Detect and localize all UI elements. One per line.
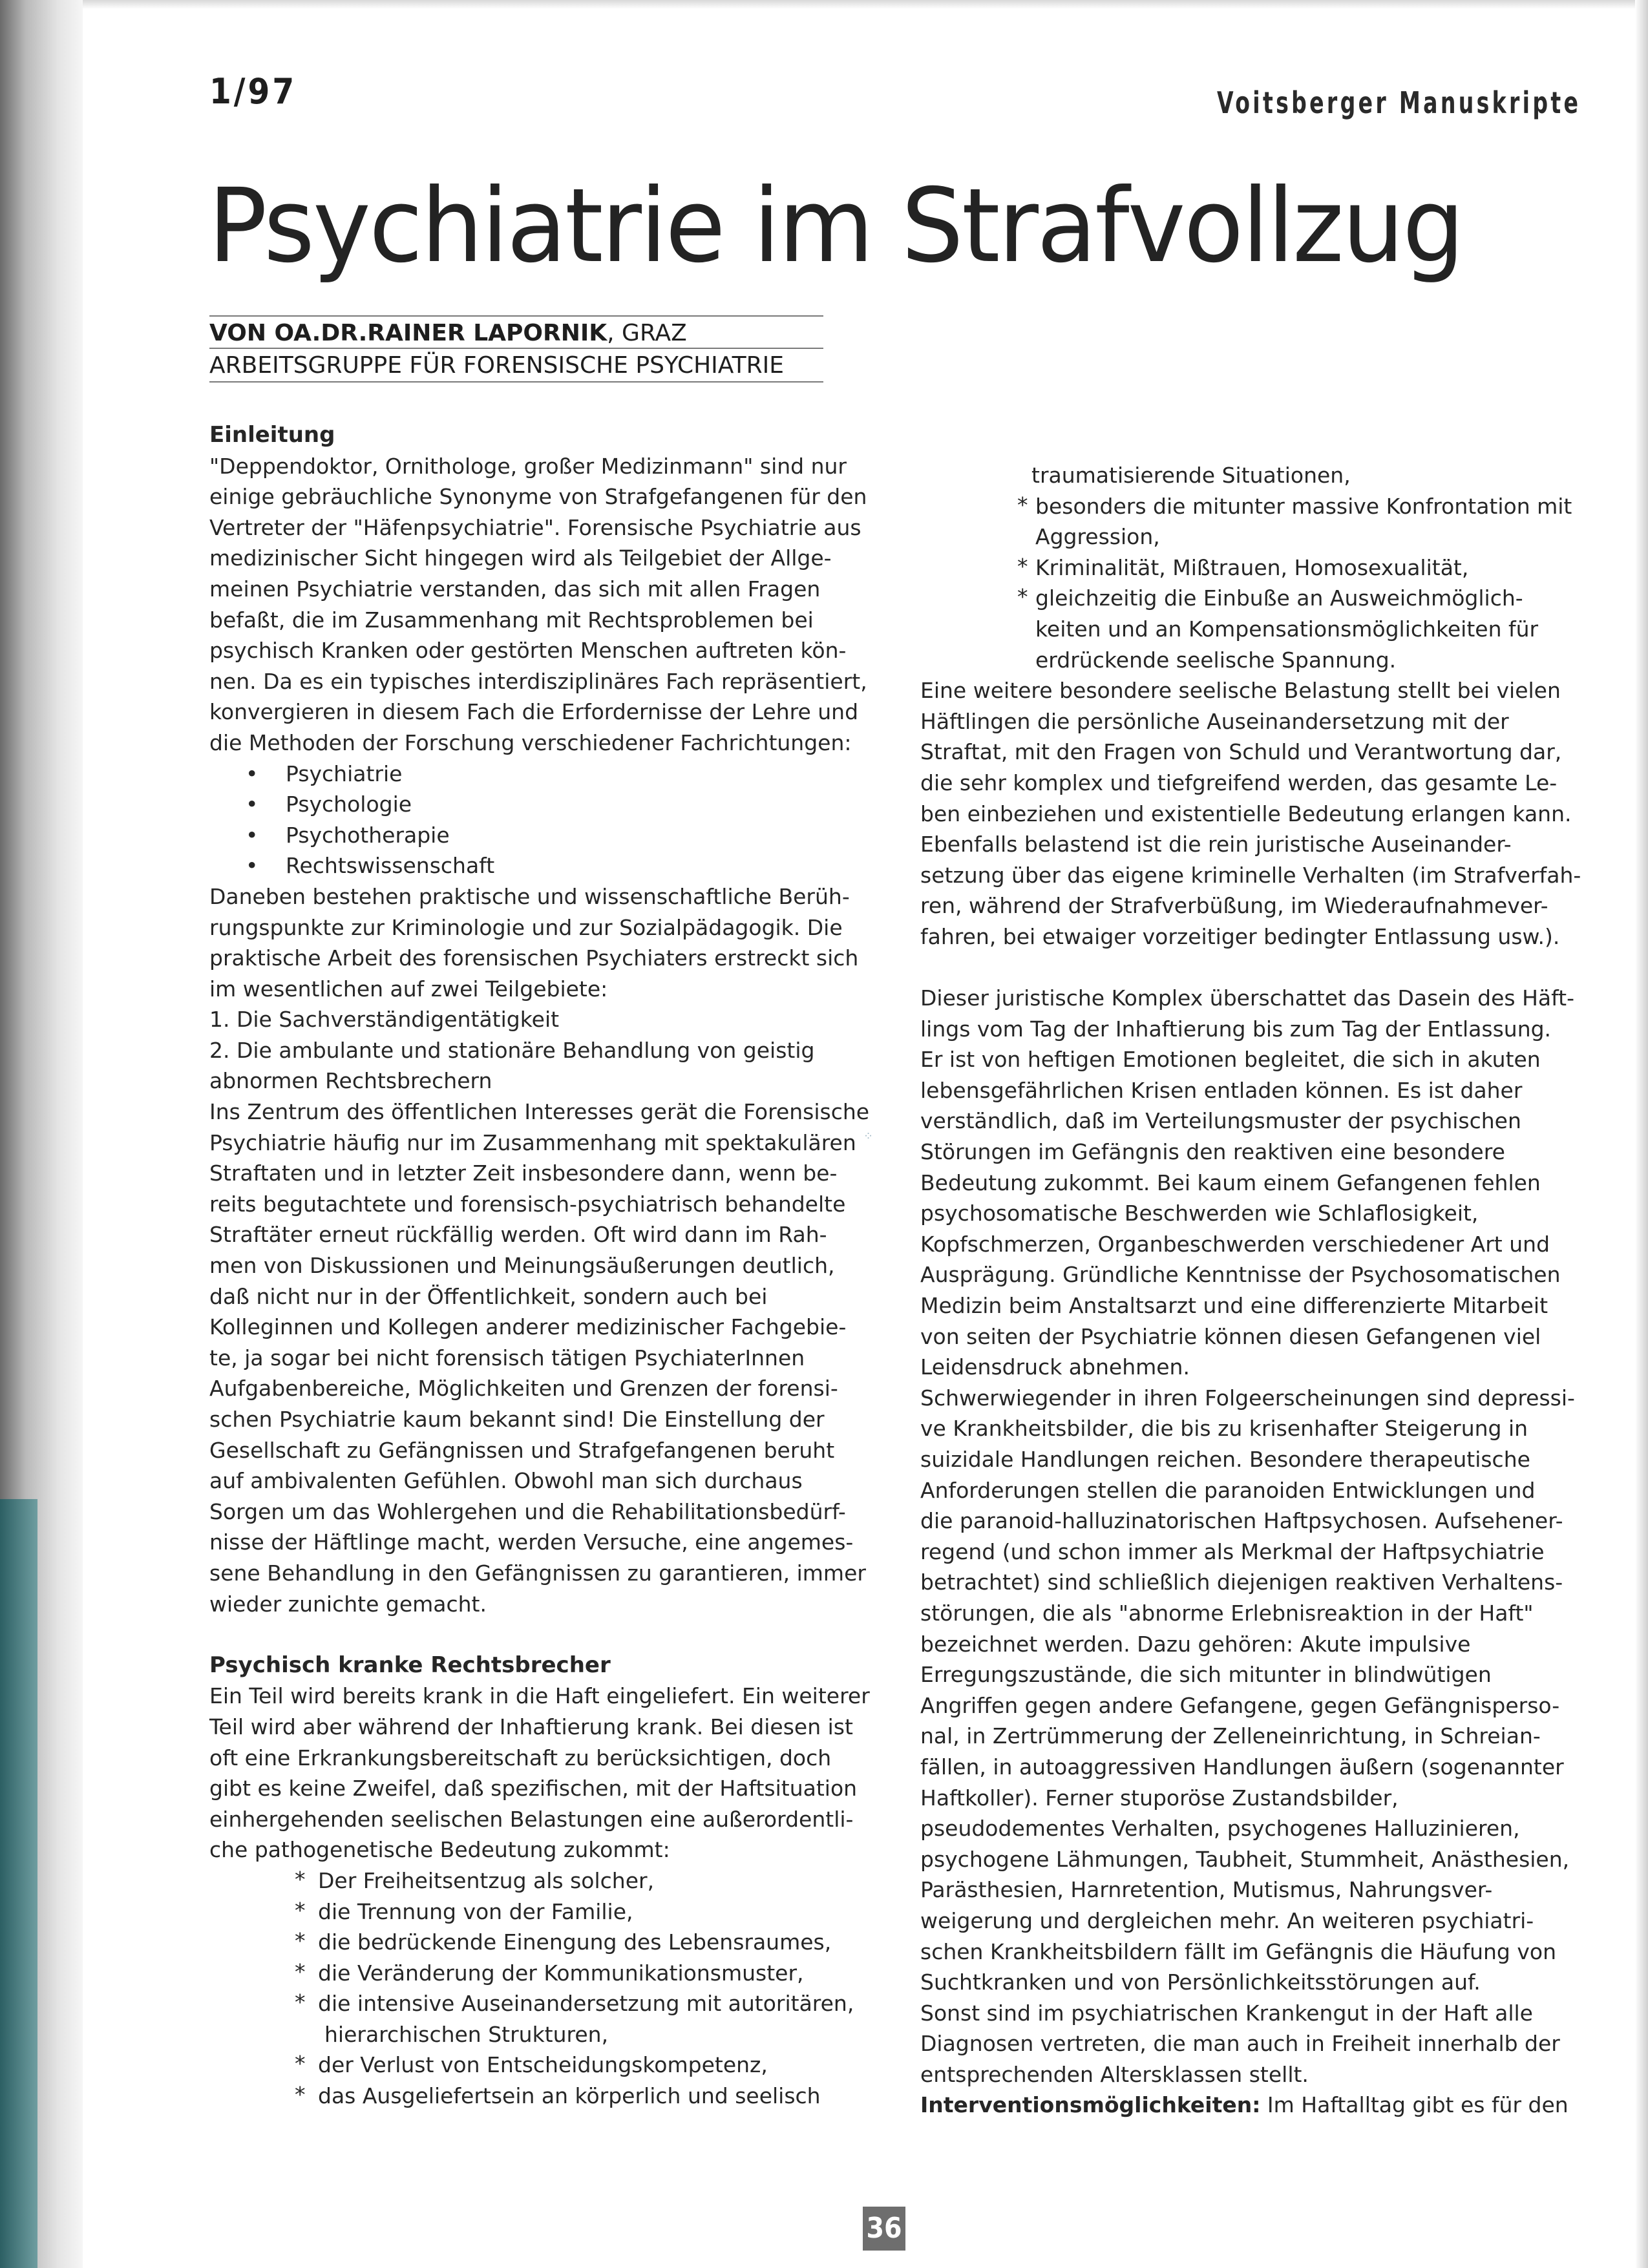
text-line: reits begutachtete und forensisch-psychiatrisch behandelte <box>209 1191 846 1217</box>
asterisk-icon: * <box>295 1897 306 1923</box>
text-line: die paranoid-halluzinatorischen Haftpsychosen. Aufsehener- <box>920 1508 1563 1534</box>
text-line: ren, während der Strafverbüßung, im Wiederaufnahmever- <box>920 893 1548 919</box>
text-line: Dieser juristische Komplex überschattet das Dasein des Häft- <box>920 985 1575 1011</box>
issue-number: 1/97 <box>209 71 297 112</box>
list-item: • Rechtswissenschaft <box>209 850 870 881</box>
asterisk-icon: * <box>295 1866 306 1892</box>
text-line: ben einbeziehen und existentielle Bedeutung erlangen kann. <box>920 801 1572 826</box>
text-line: Straftäter erneut rückfällig werden. Oft wird dann im Rah- <box>209 1222 827 1248</box>
text-line: meinen Psychiatrie verstanden, das sich mit allen Fragen <box>209 576 821 602</box>
text-line: Teil wird aber während der Inhaftierung krank. Bei diesen ist <box>209 1714 853 1739</box>
text-line: Sonst sind im psychiatrischen Krankengut in der Haft alle <box>920 2000 1533 2026</box>
asterisk-icon: * <box>295 1928 306 1954</box>
text-line: psychogene Lähmungen, Taubheit, Stummheit, Anästhesien, <box>920 1846 1570 1872</box>
list-item: * Der Freiheitsentzug als solcher, <box>295 1865 870 1896</box>
list-item: 1. Die Sachverständigentätigkeit <box>209 1007 560 1033</box>
disciplines-list <box>209 759 870 881</box>
journal-name: Voitsberger Manuskripte <box>1216 85 1581 120</box>
text-line: Leidensdruck abnehmen. <box>920 1354 1190 1380</box>
asterisk-icon: * <box>1017 492 1028 518</box>
text-line: che pathogenetische Bedeutung zukommt: <box>209 1837 670 1863</box>
text-line: Straftaten und in letzter Zeit insbesondere dann, wenn be- <box>209 1160 838 1186</box>
practice-paragraph <box>209 881 870 1004</box>
text-line: einhergehenden seelischen Belastungen eine außerordentli- <box>209 1806 854 1832</box>
list-item: * Kriminalität, Mißtrauen, Homosexualität, <box>1017 552 1581 583</box>
text-line: nen. Da es ein typisches interdisziplinäres Fach repräsentiert, <box>209 668 867 694</box>
intervention-label: Interventionsmöglichkeiten: <box>920 2092 1261 2118</box>
text-line: wieder zunichte gemacht. <box>209 1591 487 1617</box>
text-line: Er ist von heftigen Emotionen begleitet, die sich in akuten <box>920 1047 1541 1073</box>
text-line: Straftat, mit den Fragen von Schuld und Verantwortung dar, <box>920 739 1562 765</box>
asterisk-icon: * <box>295 1958 306 1984</box>
intervention-text: Im Haftalltag gibt es für den <box>1260 2092 1569 2118</box>
text-line: nal, in Zertrümmerung der Zelleneinrichtung, in Schreian- <box>920 1723 1541 1749</box>
text-line: Aufgabenbereiche, Möglichkeiten und Grenzen der forensi- <box>209 1376 838 1402</box>
text-line: sene Behandlung in den Gefängnissen zu garantieren, immer <box>209 1560 866 1586</box>
text-line: konvergieren in diesem Fach die Erfordernisse der Lehre und <box>209 699 859 725</box>
text-line: "Deppendoktor, Ornithologe, großer Medizinmann" sind nur <box>209 453 847 479</box>
text-line: Kolleginnen und Kollegen anderer medizinischer Fachgebie- <box>209 1314 847 1340</box>
section-heading-ill: Psychisch kranke Rechtsbrecher <box>209 1652 611 1678</box>
text-line: von seiten der Psychiatrie können diesen Gefangenen viel <box>920 1323 1541 1349</box>
list-item: * die bedrückende Einengung des Lebensraumes, <box>295 1927 870 1958</box>
list-item: * das Ausgeliefertsein an körperlich und seelisch <box>295 2081 870 2112</box>
text-line: lings vom Tag der Inhaftierung bis zum Tag der Entlassung. <box>920 1016 1552 1042</box>
list-item: * die Veränderung der Kommunikationsmuster, <box>295 1958 870 1989</box>
text-line: Parästhesien, Harnretention, Mutismus, Nahrungsver- <box>920 1877 1493 1903</box>
text-line: medizinischer Sicht hingegen wird als Teilgebiet der Allge- <box>209 545 832 571</box>
text-line: setzung über das eigene kriminelle Verhalten (im Strafverfah- <box>920 862 1581 888</box>
list-item-continuation: traumatisierende Situationen, <box>1031 463 1351 488</box>
text-line: Daneben bestehen praktische und wissenschaftliche Berüh- <box>209 883 850 909</box>
byline-affiliation: ARBEITSGRUPPE FÜR FORENSISCHE PSYCHIATRIE <box>209 348 823 383</box>
text-line: Gesellschaft zu Gefängnissen und Strafgefangenen beruht <box>209 1437 835 1463</box>
stressors-list-continued <box>920 491 1581 676</box>
intro-paragraph <box>209 451 870 759</box>
list-item: * der Verlust von Entscheidungskompetenz, <box>295 2050 870 2081</box>
list-item: • Psychotherapie <box>209 820 870 851</box>
text-line: Medizin beim Anstaltsarzt und eine differenzierte Mitarbeit <box>920 1293 1548 1319</box>
text-line: Haftkoller). Ferner stuporöse Zustandsbilder, <box>920 1785 1399 1811</box>
text-line: Eine weitere besondere seelische Belastung stellt bei vielen <box>920 678 1561 704</box>
asterisk-icon: * <box>1017 553 1028 579</box>
byline <box>209 315 823 383</box>
text-line: Störungen im Gefängnis den reaktiven eine besondere <box>920 1139 1505 1165</box>
text-line: verständlich, daß im Verteilungsmuster der psychischen <box>920 1108 1521 1134</box>
text-line: entsprechenden Altersklassen stellt. <box>920 2061 1309 2087</box>
text-line: lebensgefährlichen Krisen entladen können. Es ist daher <box>920 1077 1523 1103</box>
text-line: im wesentlichen auf zwei Teilgebiete: <box>209 976 608 1002</box>
asterisk-icon: * <box>295 2082 306 2108</box>
text-line: auf ambivalenten Gefühlen. Obwohl man sich durchaus <box>209 1468 803 1494</box>
text-line: Vertreter der "Häfenpsychiatrie". Forensische Psychiatrie aus <box>209 514 861 540</box>
article-title: Psychiatrie im Strafvollzug <box>208 167 1463 286</box>
list-item-continuation: abnormen Rechtsbrechern <box>209 1068 492 1094</box>
text-line: daß nicht nur in der Öffentlichkeit, sondern auch bei <box>209 1283 768 1309</box>
byline-author-line <box>209 315 823 348</box>
subareas-list <box>209 1004 870 1097</box>
author-name: OA.DR.RAINER LAPORNIK <box>274 320 607 346</box>
list-item: * die intensive Auseinandersetzung mit autoritären, hierarchischen Strukturen, <box>295 1988 870 2050</box>
text-line: gibt es keine Zweifel, daß spezifischen, mit der Haftsituation <box>209 1776 858 1801</box>
text-line: Kopfschmerzen, Organbeschwerden verschiedener Art und <box>920 1231 1550 1257</box>
list-item: * gleichzeitig die Einbuße an Ausweichmöglich- keiten und an Kompensationsmöglichkeiten für erdrückende seelische Spannung. <box>1017 583 1581 675</box>
asterisk-icon: * <box>295 2051 306 2077</box>
text-line: fahren, bei etwaiger vorzeitiger bedingter Entlassung usw.). <box>920 923 1560 949</box>
scan-speck: ⁘ <box>863 1129 874 1143</box>
text-line: betrachtet) sind schließlich diejenigen reaktiven Verhaltens- <box>920 1570 1563 1595</box>
text-line: Angriffen gegen andere Gefangene, gegen Gefängnisperso- <box>920 1692 1560 1718</box>
list-item: • Psychologie <box>209 789 870 820</box>
text-line: pseudodementes Verhalten, psychogenes Halluzinieren, <box>920 1816 1520 1842</box>
text-line: weigerung und dergleichen mehr. An weiteren psychiatri- <box>920 1907 1534 1933</box>
text-line: praktische Arbeit des forensischen Psychiaters erstreckt sich <box>209 945 859 971</box>
list-item: * besonders die mitunter massive Konfrontation mit Aggression, <box>1017 491 1581 552</box>
byline-prefix: VON <box>209 320 275 346</box>
text-line: Diagnosen vertreten, die man auch in Freiheit innerhalb der <box>920 2031 1560 2057</box>
list-item: 2. Die ambulante und stationäre Behandlung von geistig <box>209 1037 815 1063</box>
text-line: psychosomatische Beschwerden wie Schlaflosigkeit, <box>920 1201 1479 1226</box>
left-column <box>209 420 870 2112</box>
ill-offenders-paragraph <box>209 1681 870 1865</box>
asterisk-icon: * <box>1017 584 1028 610</box>
public-interest-paragraph <box>209 1097 870 1619</box>
text-line: Suchtkranken und von Persönlichkeitsstörungen auf. <box>920 1969 1481 1995</box>
text-line: Erregungszustände, die sich mitunter in blindwütigen <box>920 1662 1492 1688</box>
text-line: regend (und schon immer als Merkmal der Haftpsychiatrie <box>920 1538 1545 1564</box>
text-line: einige gebräuchliche Synonyme von Strafgefangenen für den <box>209 484 867 510</box>
text-line: Psychiatrie häufig nur im Zusammenhang mit spektakulären <box>209 1129 856 1155</box>
burden-paragraph <box>920 675 1581 952</box>
text-line: ve Krankheitsbilder, die bis zu krisenhafter Steigerung in <box>920 1416 1528 1442</box>
author-city: , GRAZ <box>607 320 687 346</box>
section-heading-intro: Einleitung <box>209 422 335 448</box>
text-line: suizidale Handlungen reichen. Besondere therapeutische <box>920 1447 1530 1472</box>
text-line: Bedeutung zukommt. Bei kaum einem Gefangenen fehlen <box>920 1170 1541 1195</box>
text-line: Häftlingen die persönliche Auseinandersetzung mit der <box>920 708 1509 734</box>
text-line: befaßt, die im Zusammenhang mit Rechtsproblemen bei <box>209 607 814 633</box>
text-line: men von Diskussionen und Meinungsäußerungen deutlich, <box>209 1253 835 1279</box>
asterisk-icon: * <box>295 1990 306 2015</box>
text-line: schen Krankheitsbildern fällt im Gefängnis die Häufung von <box>920 1938 1556 1964</box>
text-line: Anforderungen stellen die paranoiden Entwicklungen und <box>920 1477 1536 1503</box>
text-line: Ins Zentrum des öffentlichen Interesses gerät die Forensische <box>209 1099 870 1125</box>
list-item: * die Trennung von der Familie, <box>295 1896 870 1927</box>
severe-disorders-paragraph <box>920 1383 1581 2090</box>
text-line: Ausprägung. Gründliche Kenntnisse der Psychosomatischen <box>920 1262 1561 1288</box>
text-line: nisse der Häftlinge macht, werden Versuche, eine angemes- <box>209 1529 854 1555</box>
text-line: fällen, in autoaggressiven Handlungen äußern (sogenannter <box>920 1754 1564 1780</box>
list-item: • Psychiatrie <box>209 759 870 790</box>
text-line: bezeichnet werden. Dazu gehören: Akute impulsive <box>920 1631 1471 1657</box>
text-line: die sehr komplex und tiefgreifend werden, das gesamte Le- <box>920 770 1558 795</box>
page-number: 36 <box>863 2207 905 2251</box>
text-line: die Methoden der Forschung verschiedener Fachrichtungen: <box>209 730 852 755</box>
text-line: Ebenfalls belastend ist die rein juristische Auseinander- <box>920 832 1512 857</box>
text-line: Sorgen um das Wohlergehen und die Rehabilitationsbedürf- <box>209 1498 846 1524</box>
text-line: psychisch Kranken oder gestörten Menschen auftreten kön- <box>209 638 847 664</box>
text-line: oft eine Erkrankungsbereitschaft zu berücksichtigen, doch <box>209 1745 832 1770</box>
text-line: rungspunkte zur Kriminologie und zur Sozialpädagogik. Die <box>209 914 843 940</box>
text-line: Ein Teil wird bereits krank in die Haft eingeliefert. Ein weiterer <box>209 1683 870 1709</box>
text-line: te, ja sogar bei nicht forensisch tätigen PsychiaterInnen <box>209 1345 805 1370</box>
paragraph-gap <box>209 1619 870 1650</box>
stressors-list <box>209 1865 870 2112</box>
paragraph-gap <box>920 952 1581 983</box>
right-column <box>920 460 1581 2121</box>
legal-complex-paragraph <box>920 983 1581 1383</box>
text-line: schen Psychiatrie kaum bekannt sind! Die Einstellung der <box>209 1407 825 1432</box>
intervention-line <box>920 2090 1581 2121</box>
text-line: Schwerwiegender in ihren Folgeerscheinungen sind depressi- <box>920 1385 1575 1411</box>
text-line: störungen, die als "abnorme Erlebnisreaktion in der Haft" <box>920 1600 1534 1626</box>
